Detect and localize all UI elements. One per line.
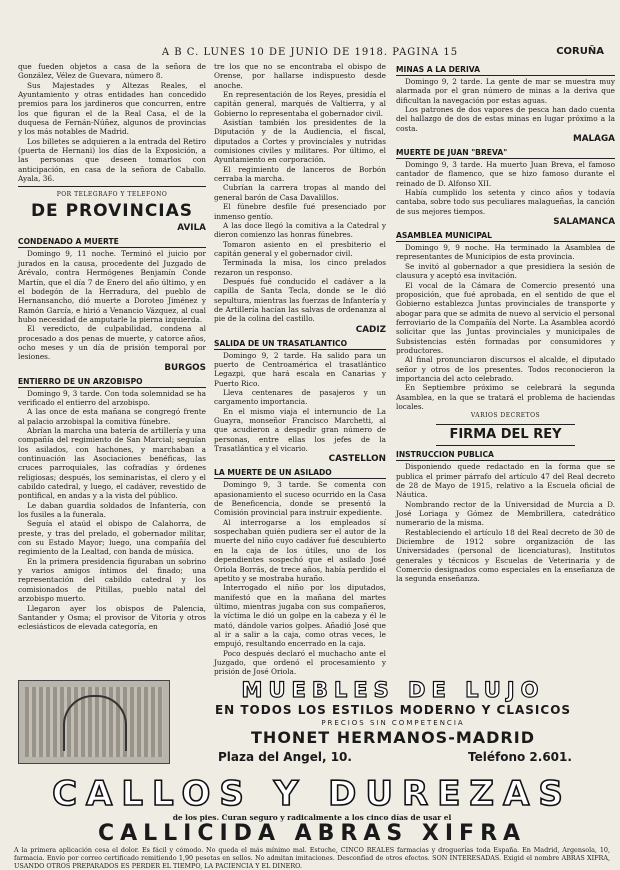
article-paragraph: Domingo 9, 2 tarde. La gente de mar se muestra muy alarmada por el gran número de minas a la deriva que dificultan la navegación por estas aguas.	[396, 77, 615, 105]
article-paragraph: Restableciendo el artículo 18 del Real decreto de 30 de Diciembre de 1912 sobre organización de las Universidades (personal de licenciaturas), Institutos generales y técnicos y Escuelas de Veterinaria y de Comercio designados como especiales en la enseñanza de la segunda enseñanza.	[396, 527, 615, 584]
article-paragraph: Al interrogarse a los empleados sí sospechaban quién pudiera ser el autor de la muerte del niño cuyo cadáver fué descubierto en la caja de los útiles, uno de los dependientes sospechó que el asilado José Oriola Borrás, de trece años, había perdido el apetito y se mostraba huraño.	[214, 517, 386, 583]
article-paragraph: Los patrones de dos vapores de pesca han dado cuenta del hallazgo de dos de estas minas en lugar próximo a la costa.	[396, 105, 615, 133]
ad-phone: Teléfono 2.601.	[468, 750, 572, 764]
article-headline: SALIDA DE UN TRASATLANTICO	[214, 338, 386, 350]
column-rule	[18, 186, 206, 187]
city-label: MALAGA	[572, 134, 615, 145]
decrees-label: VARIOS DECRETOS	[470, 412, 541, 420]
article-paragraph: Sus Majestades y Altezas Reales, el Ayuntamiento y otras entidades han concedido premios para los jardineros que concurren, entre los que figuran el de la Real Casa, el de la duquesa de Fernán-Núñez, algunos de provincias y los más notables de Madrid.	[18, 80, 206, 137]
article-paragraph: Lleva centenares de pasajeros y un cargamento importancia.	[214, 388, 386, 407]
article-paragraph: A las doce llegó la comitiva a la Catedral y dieron comienzo las honras fúnebres.	[214, 220, 386, 240]
article-paragraph: Cubrían la carrera tropas al mando del general barón de Casa Davalillos.	[214, 183, 386, 202]
column-3	[396, 62, 615, 584]
article-paragraph: Llegaron ayer los obispos de Palencia, Santander y Osma; el provisor de Vitoria y otros eclesiásticos de elevada categoría, en	[18, 603, 206, 632]
ad-company-name: THONET HERMANOS-MADRID	[251, 728, 535, 747]
article-paragraph: tre los que no se encontraba el obispo de Orense, por hallarse indispuesto desde anoche.	[214, 62, 386, 90]
callicida-advertisement	[10, 774, 614, 870]
city-label: AVILA	[177, 223, 206, 234]
article-paragraph: Los billetes se adquieren a la entrada del Retiro (puerta de Hernani) los días de la Exposición, a las personas que deseen tomarlos con anticipación, en casa de la señora de Caballo. Ayala, 36.	[18, 136, 206, 184]
column-1	[18, 62, 206, 632]
article-paragraph: Domingo 9, 3 tarde. Con toda solemnidad se ha verificado el entierro del arzobispo.	[18, 388, 206, 407]
article-paragraph: El regimiento de lanceros de Borbón cerraba la marcha.	[214, 164, 386, 184]
city-label: SALAMANCA	[553, 217, 615, 228]
article-paragraph: En representación de los Reyes, presidía el capitán general, marqués de Valtierra, y al Gobierno lo representaba el gobernador civil.	[214, 90, 386, 118]
column-2	[214, 62, 386, 677]
city-label: BURGOS	[164, 362, 206, 373]
article-headline: INSTRUCCION PUBLICA	[396, 449, 615, 461]
article-paragraph: En Septiembre próximo se celebrará la segunda Asamblea, en la que se tratará el problema de haciendas locales.	[396, 383, 615, 411]
article-paragraph: Tomaron asiento en el presbiterio el capitán general y el gobernador civil.	[214, 239, 386, 258]
article-paragraph: Domingo 9, 9 noche. Ha terminado la Asamblea de representantes de Municipios de esta provincia.	[396, 243, 615, 262]
article-paragraph: Había cumplido los setenta y cinco años y todavía cantaba, sobre todo sus peculiares malagueñas, la canción de sus mejores tiempos.	[396, 188, 615, 216]
city-label: CASTELLON	[328, 454, 386, 465]
city-label: CADIZ	[355, 324, 386, 335]
article-paragraph: Domingo 9, 2 tarde. Ha salido para un puerto de Centroamérica el trasatlántico Legazpi, que hará escala en Canarias y Puerto Rico.	[214, 350, 386, 388]
article-paragraph: Al final pronunciaron discursos el alcalde, el diputado señor y otros de los presentes. Todos reconocieron la importancia del acto celebrado.	[396, 355, 615, 383]
section-title: DE PROVINCIAS	[30, 201, 194, 222]
article-paragraph: El vocal de la Cámara de Comercio presentó una proposición, que fué aprobada, en el sentido de que el Gobierno establezca Juntas provinciales de transporte y abogar para que se admita de nuevo al servicio el personal ferroviario de la Compañía del Norte. La Asamblea acordó solicitar que las Juntas provinciales y municipales de Subsistencias estén formadas por consumidores y productores.	[396, 280, 615, 355]
article-paragraph: que fueden objetos a casa de la señora de González, Vélez de Guevara, número 8.	[18, 62, 206, 81]
article-paragraph: Nombrando rector de la Universidad de Murcia a D. José Loriaga y Gómez de Membrillera, catedrático numerario de la misma.	[396, 499, 615, 528]
article-headline: LA MUERTE DE UN ASILADO	[214, 467, 386, 479]
article-paragraph: En el mismo viaja el internuncio de La Guayra, monseñor Francisco Marchetti, al que acudieron a despedir gran número de personas, entre ellas los jefes de la Trasatlántica y el vicario.	[214, 406, 386, 454]
page-header	[10, 47, 610, 63]
article-headline: MINAS A LA DERIVA	[396, 64, 615, 76]
article-paragraph: Le daban guardia soldados de Infantería, con los fusiles a la funerala.	[18, 500, 206, 520]
section-title: FIRMA DEL REY	[436, 424, 575, 446]
article-headline: CONDENADO A MUERTE	[18, 236, 206, 248]
folio-line: A B C. LUNES 10 DE JUNIO DE 1918. PAGINA 15	[161, 47, 459, 58]
article-paragraph: A las once de esta mañana se congregó frente al palacio arzobispal la comitiva fúnebre.	[18, 407, 206, 426]
article-paragraph: El veredicto, de culpabilidad, condena al procesado a dos penas de muerte, y catorce años, ocho meses y un día de prisión temporal por lesiones.	[18, 324, 206, 362]
article-headline: MUERTE DE JUAN "BREVA"	[396, 147, 615, 159]
wire-label: POR TELEGRAFO Y TELEFONO	[56, 191, 168, 199]
article-paragraph: Asistían también los presidentes de la Diputación y de la Audiencia, el fiscal, diputados a Cortes y provinciales y nutridas comisiones civiles y militares. Por último, el Ayuntamiento en corporación.	[214, 118, 386, 165]
furniture-illustration	[18, 680, 170, 764]
article-paragraph: Después fué conducido el cadáver a la capilla de Santa Tecla, donde se le dió sepultura, mientras las fuerzas de Infantería y de Artillería hacían las salvas de ordenanza al pie de la colina del castillo.	[214, 276, 386, 324]
article-paragraph: Domingo 9, 3 tarde. Se comenta con apasionamiento el suceso ocurrido en la Casa de Beneficencia, donde se presentó la Comisión provincial para instruir expediente.	[214, 480, 386, 518]
article-paragraph: Abrían la marcha una batería de artillería y una compañía del regimiento de San Marcial; seguían los asilados, con hachones, y marchaban a continuación las Asociaciones benéficas, las cruces parroquiales, las cofradías y órdenes religiosas; después, los seminaristas, el clero y el cabildo catedral, y luego, el cadáver, revestido de pontifical, en andas y a la vista del público.	[18, 425, 206, 501]
article-paragraph: Poco después declaró el muchacho ante el Juzgado, que ordenó el procesamiento y prisión de José Oriola.	[214, 648, 386, 677]
article-headline: ENTIERRO DE UN ARZOBISPO	[18, 376, 206, 388]
ad-subheadline: de los pies. Curan seguro y radicalmente a los cinco días de usar el	[172, 813, 452, 822]
ad-headline: MUEBLES DE LUJO	[241, 678, 545, 702]
ad-fine-print: A la primera aplicación cesa el dolor. Es fácil y cómodo. No queda el más mínimo mal. Estuche, CINCO REALES farmacias y droguerías toda España. En Madrid, Argensola, 10, farmacia. Envío por correo certificado remitiendo 1,90 pesetas en sellos. No admitan imitaciones. Desconfíad de otros efectos. SON INTERESADAS. Exigid el nombre ABRAS XIFRA, USANDO OTROS PREPARADOS ES PERDER EL TIEMPO, LA PACIENCIA Y EL DINERO.	[14, 846, 610, 870]
ad-headline: CALLOS Y DUREZAS	[52, 774, 572, 814]
article-paragraph: El fúnebre desfile fué presenciado por inmenso gentío.	[214, 202, 386, 221]
header-city-label: CORUÑA	[556, 46, 604, 57]
article-paragraph: En la primera presidencia figuraban un sobrino y varios amigos íntimos del finado; una representación del cabildo catedral y los comisionados de Pitillas, pueblo natal del arzobispo muerto.	[18, 556, 206, 604]
article-paragraph: Terminada la misa, los cinco prelados rezaron un responso.	[214, 258, 386, 277]
article-headline: ASAMBLEA MUNICIPAL	[396, 230, 615, 242]
ad-subheadline: EN TODOS LOS ESTILOS MODERNO Y CLASICOS	[214, 703, 572, 717]
ad-product-name: CALLICIDA ABRAS XIFRA	[97, 821, 527, 846]
article-paragraph: Domingo 9, 11 noche. Terminó el juicio por jurados en la causa, procedente del Juzgado de Arévalo, contra Hermógenes Benjamín Conde Martín, que el día 7 de Enero del año último, y en el bodegón de la Herradura, del pueblo de Hernansancho, dió muerte a Doroteo Jiménez y Ramón García, e hirió a Venancio Vázquez, al cual hubo necesidad de amputarle la pierna izquierda.	[18, 249, 206, 324]
article-paragraph: Domingo 9, 3 tarde. Ha muerto Juan Breva, el famoso cantador de flamenco, que se hizo famoso durante el reinado de D. Alfonso XII.	[396, 160, 615, 188]
article-paragraph: Interrogado el niño por los diputados, manifestó que en la mañana del martes último, mientras jugaba con sus compañeros, la víctima le dió un golpe en la cabeza y él le mató, dándole varios golpes. Añadió José que al ir a salir a la caja, como otras veces, le empujó, resultando encerrado en la caja.	[214, 583, 386, 649]
article-paragraph: Seguía el ataúd el obispo de Calahorra, de preste, y tras del prelado, el gobernador militar, con su Estado Mayor; luego, una compañía del regimiento de la Lealtad, con banda de música.	[18, 519, 206, 557]
ad-tagline: PRECIOS SIN COMPETENCIA	[321, 719, 465, 727]
furniture-advertisement	[18, 676, 614, 771]
article-paragraph: Se invitó al gobernador a que presidiera la sesión de clausura y aceptó esa invitación.	[396, 261, 615, 281]
ad-address: Plaza del Angel, 10.	[218, 750, 352, 764]
article-paragraph: Disponiendo quede redactado en la forma que se publica el primer párrafo del artículo 47 del Real decreto de 28 de Mayo de 1915, relativo a la Escuela oficial de Náutica.	[396, 462, 615, 500]
